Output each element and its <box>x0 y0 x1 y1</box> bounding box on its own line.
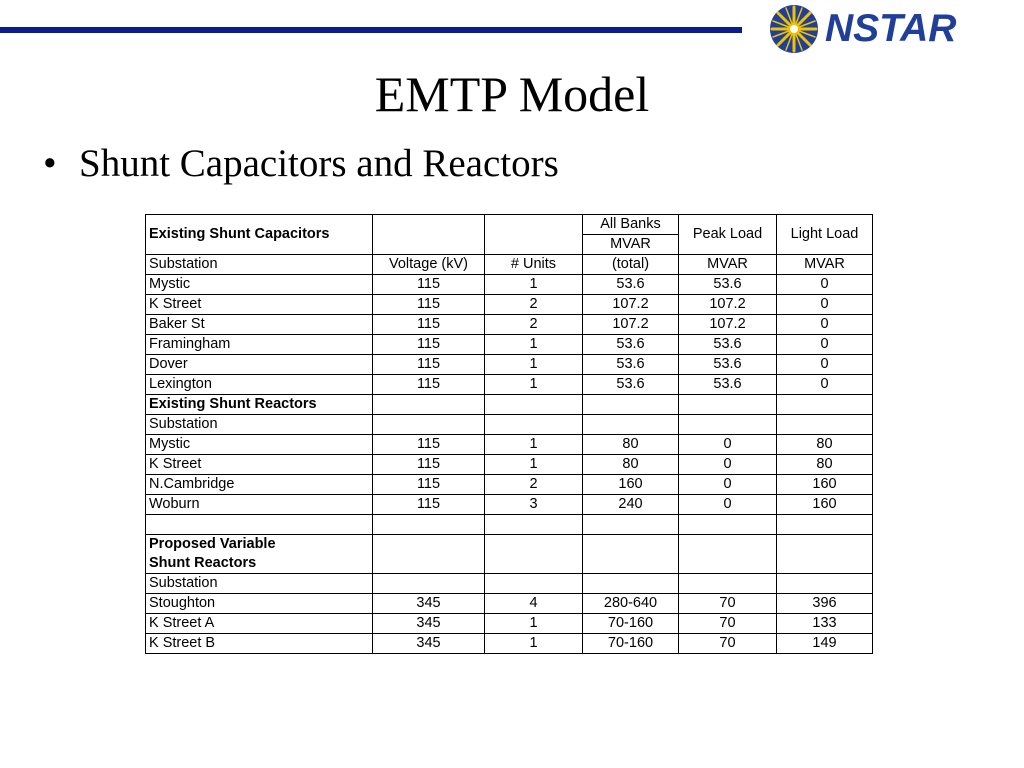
value-cell: 0 <box>679 475 777 495</box>
mvar-header: MVAR <box>583 235 679 255</box>
value-cell: 53.6 <box>679 355 777 375</box>
substation-cell: K Street B <box>146 634 373 654</box>
value-cell: 53.6 <box>583 275 679 295</box>
value-cell: 0 <box>777 355 873 375</box>
page-title: EMTP Model <box>374 66 650 122</box>
logo-wordmark: NSTAR <box>825 7 957 50</box>
substation-cell: Framingham <box>146 335 373 355</box>
substation-cell: K Street A <box>146 614 373 634</box>
bullet-text: Shunt Capacitors and Reactors <box>79 142 559 185</box>
table-row <box>146 275 873 295</box>
value-cell: 149 <box>777 634 873 654</box>
capacitors-section-header: Existing Shunt Capacitors <box>146 215 373 255</box>
substation-cell: Woburn <box>146 495 373 515</box>
value-cell: 280-640 <box>583 594 679 614</box>
value-cell: 1 <box>485 455 583 475</box>
header-rule <box>0 27 742 33</box>
table-row <box>146 335 873 355</box>
value-cell: 107.2 <box>583 315 679 335</box>
value-cell: 80 <box>583 455 679 475</box>
value-cell: 2 <box>485 315 583 335</box>
value-cell: 70 <box>679 594 777 614</box>
table-row <box>146 455 873 475</box>
table-row <box>146 435 873 455</box>
value-cell: 133 <box>777 614 873 634</box>
value-cell: 0 <box>777 335 873 355</box>
capacitor-rows <box>146 275 873 395</box>
value-cell: 240 <box>583 495 679 515</box>
substation-cell: Mystic <box>146 435 373 455</box>
value-cell: 1 <box>485 614 583 634</box>
substation-cell: Mystic <box>146 275 373 295</box>
value-cell: 80 <box>777 435 873 455</box>
value-cell: 396 <box>777 594 873 614</box>
value-cell: 345 <box>373 634 485 654</box>
light-mvar-label: MVAR <box>777 255 873 275</box>
value-cell: 0 <box>679 435 777 455</box>
value-cell: 70-160 <box>583 634 679 654</box>
value-cell: 1 <box>485 275 583 295</box>
value-cell: 53.6 <box>583 335 679 355</box>
value-cell: 70 <box>679 634 777 654</box>
reactors-substation-label: Substation <box>146 415 373 435</box>
substation-cell: K Street <box>146 455 373 475</box>
value-cell: 53.6 <box>583 355 679 375</box>
reactors-section-header: Existing Shunt Reactors <box>146 395 373 415</box>
value-cell: 345 <box>373 594 485 614</box>
bullet-symbol: • <box>43 142 57 185</box>
value-cell: 115 <box>373 455 485 475</box>
value-cell: 0 <box>679 455 777 475</box>
value-cell: 3 <box>485 495 583 515</box>
value-cell: 0 <box>679 495 777 515</box>
value-cell: 1 <box>485 634 583 654</box>
substation-cell: Dover <box>146 355 373 375</box>
all-banks-header: All Banks <box>583 215 679 235</box>
value-cell: 1 <box>485 435 583 455</box>
table-row <box>146 355 873 375</box>
table-header-row <box>146 215 873 235</box>
value-cell: 115 <box>373 495 485 515</box>
spacer-row <box>146 515 873 535</box>
table-row <box>146 315 873 335</box>
bullet-item <box>43 138 559 190</box>
table-row <box>146 614 873 634</box>
value-cell: 115 <box>373 315 485 335</box>
value-cell: 115 <box>373 275 485 295</box>
value-cell: 1 <box>485 335 583 355</box>
peak-mvar-label: MVAR <box>679 255 777 275</box>
value-cell: 1 <box>485 375 583 395</box>
light-load-header: Light Load <box>777 215 873 255</box>
value-cell: 115 <box>373 295 485 315</box>
value-cell: 115 <box>373 475 485 495</box>
total-label: (total) <box>583 255 679 275</box>
value-cell: 53.6 <box>679 335 777 355</box>
value-cell: 160 <box>777 495 873 515</box>
value-cell: 107.2 <box>679 315 777 335</box>
value-cell: 80 <box>777 455 873 475</box>
substation-cell: K Street <box>146 295 373 315</box>
table-row <box>146 634 873 654</box>
value-cell: 53.6 <box>679 375 777 395</box>
shunt-table <box>145 214 873 654</box>
value-cell: 160 <box>777 475 873 495</box>
value-cell: 4 <box>485 594 583 614</box>
value-cell: 107.2 <box>679 295 777 315</box>
table-row <box>146 375 873 395</box>
value-cell: 115 <box>373 335 485 355</box>
value-cell: 53.6 <box>583 375 679 395</box>
table-row <box>146 495 873 515</box>
value-cell: 2 <box>485 295 583 315</box>
proposed-rows <box>146 594 873 654</box>
value-cell: 107.2 <box>583 295 679 315</box>
sunburst-icon <box>766 3 822 55</box>
substation-cell: Baker St <box>146 315 373 335</box>
value-cell: 70 <box>679 614 777 634</box>
peak-load-header: Peak Load <box>679 215 777 255</box>
value-cell: 115 <box>373 435 485 455</box>
proposed-substation-label: Substation <box>146 574 373 594</box>
substation-label: Substation <box>146 255 373 275</box>
value-cell: 2 <box>485 475 583 495</box>
voltage-label: Voltage (kV) <box>373 255 485 275</box>
substation-cell: N.Cambridge <box>146 475 373 495</box>
proposed-section-header: Proposed Variable Shunt Reactors <box>146 535 373 574</box>
value-cell: 80 <box>583 435 679 455</box>
substation-cell: Lexington <box>146 375 373 395</box>
value-cell: 0 <box>777 295 873 315</box>
substation-cell: Stoughton <box>146 594 373 614</box>
table-row <box>146 475 873 495</box>
table-row <box>146 295 873 315</box>
value-cell: 0 <box>777 275 873 295</box>
reactor-rows <box>146 435 873 515</box>
value-cell: 345 <box>373 614 485 634</box>
table-row <box>146 594 873 614</box>
value-cell: 115 <box>373 375 485 395</box>
value-cell: 0 <box>777 375 873 395</box>
value-cell: 160 <box>583 475 679 495</box>
units-label: # Units <box>485 255 583 275</box>
column-label-row <box>146 255 873 275</box>
value-cell: 70-160 <box>583 614 679 634</box>
nstar-logo <box>766 3 1016 55</box>
value-cell: 1 <box>485 355 583 375</box>
value-cell: 0 <box>777 315 873 335</box>
value-cell: 115 <box>373 355 485 375</box>
value-cell: 53.6 <box>679 275 777 295</box>
